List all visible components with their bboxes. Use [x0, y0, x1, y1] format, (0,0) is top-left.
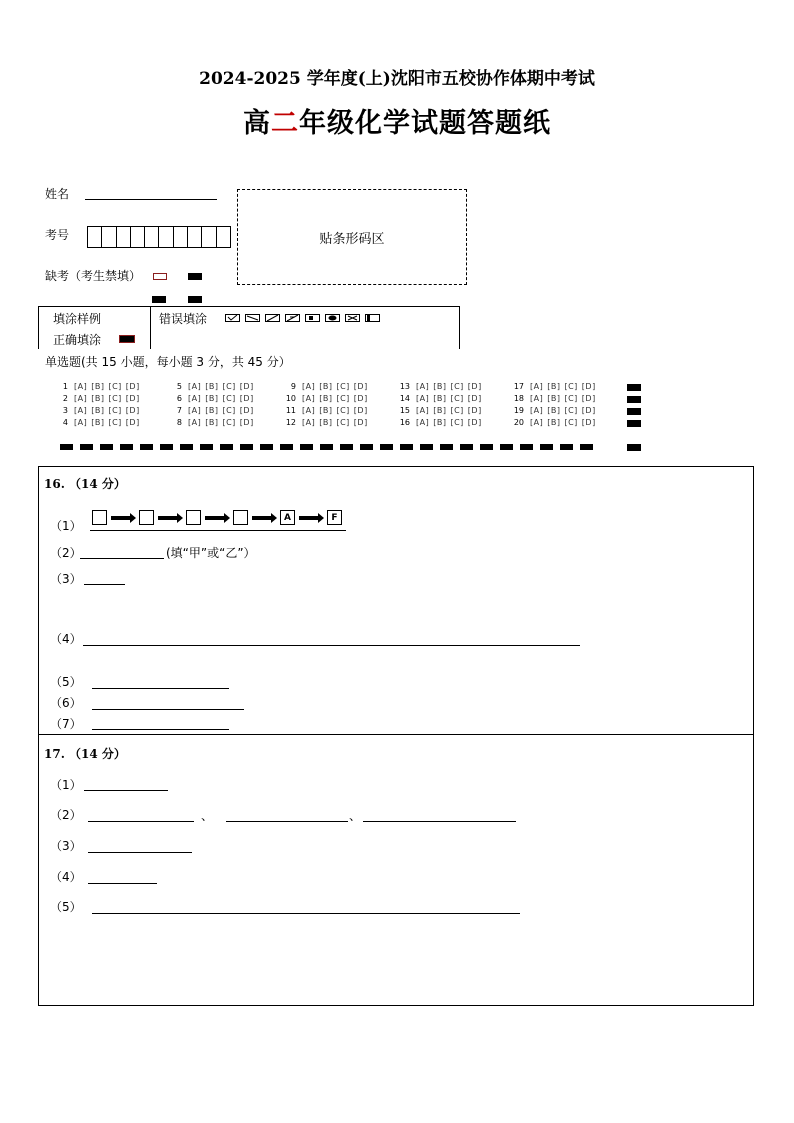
- flow-blank-box[interactable]: [186, 510, 201, 525]
- q16-part7-label: （7）: [50, 717, 82, 731]
- exam-number-cell[interactable]: [145, 227, 159, 247]
- mc-option-bubble[interactable]: [D]: [581, 418, 596, 427]
- mc-question-number: 10: [285, 394, 296, 403]
- mc-question-row[interactable]: [398, 382, 486, 391]
- q17-part4-answer[interactable]: [88, 869, 157, 884]
- timing-dash: [580, 444, 593, 450]
- mc-option-bubble[interactable]: [C]: [336, 406, 350, 415]
- mc-option-bubble[interactable]: [C]: [108, 418, 122, 427]
- mc-option-bubble[interactable]: [D]: [125, 406, 140, 415]
- mc-question-row[interactable]: [56, 394, 144, 403]
- mc-option-bubble[interactable]: [D]: [239, 418, 254, 427]
- mc-option-bubble[interactable]: [D]: [467, 382, 482, 391]
- mc-option-bubble[interactable]: [D]: [353, 394, 368, 403]
- mc-option-bubble[interactable]: [A]: [302, 406, 316, 415]
- mc-option-bubble[interactable]: [A]: [416, 418, 430, 427]
- mc-option-bubble[interactable]: [D]: [239, 382, 254, 391]
- timing-dash: [240, 444, 253, 450]
- timing-dash: [560, 444, 573, 450]
- q17-part2-answer-3[interactable]: [363, 807, 516, 822]
- timing-mark: [627, 444, 641, 451]
- q17-separator-1: 、: [201, 809, 214, 823]
- mc-option-bubble[interactable]: [B]: [319, 406, 333, 415]
- mc-option-bubble[interactable]: [B]: [91, 382, 105, 391]
- mc-question-row[interactable]: [284, 382, 372, 391]
- mc-option-bubble[interactable]: [C]: [450, 418, 464, 427]
- mc-question-row[interactable]: [56, 406, 144, 415]
- mc-question-row[interactable]: [170, 406, 258, 415]
- q17-part2-answer-1[interactable]: [88, 807, 194, 822]
- q16-part1-label: （1）: [50, 519, 82, 533]
- mc-option-bubble[interactable]: [A]: [74, 382, 88, 391]
- mc-option-bubble[interactable]: [A]: [302, 418, 316, 427]
- mc-option-bubble[interactable]: [B]: [205, 418, 219, 427]
- q17-part5-label: （5）: [50, 900, 82, 914]
- wrong-backslash-icon: [265, 314, 280, 322]
- exam-number-cell[interactable]: [159, 227, 173, 247]
- q16-heading: 16. （14 分）: [44, 477, 126, 491]
- mc-option-bubble[interactable]: [B]: [319, 394, 333, 403]
- q17-part5-answer[interactable]: [92, 899, 520, 914]
- mc-option-bubble[interactable]: [C]: [108, 382, 122, 391]
- exam-number-cell[interactable]: [202, 227, 216, 247]
- mc-option-bubble[interactable]: [D]: [581, 394, 596, 403]
- mc-question-row[interactable]: [170, 394, 258, 403]
- wrong-circle-icon: [325, 314, 340, 322]
- name-label: 姓名: [45, 187, 70, 201]
- q16-part6-answer[interactable]: [92, 695, 244, 710]
- mc-option-bubble[interactable]: [D]: [125, 418, 140, 427]
- mc-question-number: 13: [399, 382, 410, 391]
- timing-mark: [627, 396, 641, 403]
- mc-option-bubble[interactable]: [C]: [564, 418, 578, 427]
- mc-option-bubble[interactable]: [A]: [530, 382, 544, 391]
- timing-dash: [200, 444, 213, 450]
- q16-part2-hint: (填“甲”或“乙”）: [166, 546, 256, 560]
- mc-option-bubble[interactable]: [A]: [530, 406, 544, 415]
- mc-option-bubble[interactable]: [B]: [547, 406, 561, 415]
- wrong-fill-examples: [225, 314, 380, 322]
- exam-number-cell[interactable]: [131, 227, 145, 247]
- mc-option-bubble[interactable]: [C]: [564, 406, 578, 415]
- mc-question-number: 20: [513, 418, 524, 427]
- q16-flow-diagram[interactable]: [92, 510, 342, 525]
- q16-part2-label: （2）: [50, 546, 82, 560]
- title-part-1: 高: [243, 108, 271, 139]
- mc-option-bubble[interactable]: [C]: [336, 382, 350, 391]
- mc-option-bubble[interactable]: [D]: [125, 394, 140, 403]
- exam-number-grid[interactable]: [87, 226, 231, 248]
- timing-dash: [140, 444, 153, 450]
- mc-option-bubble[interactable]: [D]: [125, 382, 140, 391]
- q16-part7-answer[interactable]: [92, 715, 229, 730]
- timing-dash: [540, 444, 553, 450]
- correct-fill-label: 正确填涂: [53, 333, 102, 347]
- arrow-icon: [299, 516, 319, 520]
- mc-question-number: 6: [176, 394, 182, 403]
- flow-blank-box[interactable]: [92, 510, 107, 525]
- mc-question-row[interactable]: [170, 418, 258, 427]
- mc-option-bubble[interactable]: [D]: [353, 418, 368, 427]
- wrong-x-icon: [345, 314, 360, 322]
- wrong-half-icon: [365, 314, 380, 322]
- answer-sheet-title: [0, 101, 794, 140]
- q16-part6-label: （6）: [50, 696, 82, 710]
- timing-mark: [188, 273, 202, 280]
- timing-dash: [260, 444, 273, 450]
- flow-blank-box[interactable]: [139, 510, 154, 525]
- timing-dash: [380, 444, 393, 450]
- timing-dash: [520, 444, 533, 450]
- q16-part3-label: （3）: [50, 572, 82, 586]
- q17-part1-answer[interactable]: [84, 776, 168, 791]
- mc-option-bubble[interactable]: [A]: [416, 406, 430, 415]
- sample-divider: [150, 307, 151, 349]
- q17-part3-label: （3）: [50, 839, 82, 853]
- mc-question-row[interactable]: [512, 382, 600, 391]
- mc-question-row[interactable]: [284, 394, 372, 403]
- mc-question-row[interactable]: [398, 406, 486, 415]
- mc-option-bubble[interactable]: [D]: [239, 406, 254, 415]
- q17-part2-label: （2）: [50, 808, 82, 822]
- mc-option-bubble[interactable]: [D]: [239, 394, 254, 403]
- mc-option-bubble[interactable]: [A]: [74, 394, 88, 403]
- mc-option-bubble[interactable]: [A]: [530, 394, 544, 403]
- mc-option-bubble[interactable]: [D]: [581, 382, 596, 391]
- timing-mark: [627, 420, 641, 427]
- mc-option-bubble[interactable]: [A]: [302, 382, 316, 391]
- mc-question-number: 14: [399, 394, 410, 403]
- mc-option-bubble[interactable]: [A]: [188, 406, 202, 415]
- fill-sample-box: [38, 306, 460, 349]
- timing-dash: [60, 444, 73, 450]
- mc-question-row[interactable]: [284, 418, 372, 427]
- mc-option-bubble[interactable]: [A]: [188, 394, 202, 403]
- q17-part4-label: （4）: [50, 870, 82, 884]
- mc-option-bubble[interactable]: [B]: [433, 406, 447, 415]
- mc-option-bubble[interactable]: [B]: [547, 382, 561, 391]
- mc-option-bubble[interactable]: [B]: [91, 418, 105, 427]
- q17-part1-label: （1）: [50, 778, 82, 792]
- arrow-icon: [252, 516, 272, 520]
- mc-question-number: 7: [176, 406, 182, 415]
- mc-question-number: 2: [62, 394, 68, 403]
- mc-option-bubble[interactable]: [C]: [222, 406, 236, 415]
- mc-option-bubble[interactable]: [C]: [450, 406, 464, 415]
- mc-question-row[interactable]: [170, 382, 258, 391]
- mc-question-row[interactable]: [512, 406, 600, 415]
- wrong-cross-icon: [285, 314, 300, 322]
- mc-option-bubble[interactable]: [C]: [336, 418, 350, 427]
- mc-option-bubble[interactable]: [B]: [319, 382, 333, 391]
- mc-option-bubble[interactable]: [C]: [108, 406, 122, 415]
- q16-part5-label: （5）: [50, 675, 82, 689]
- mc-option-bubble[interactable]: [C]: [564, 394, 578, 403]
- q17-part2-answer-2[interactable]: [226, 807, 348, 822]
- arrow-icon: [205, 516, 225, 520]
- mc-question-number: 17: [513, 382, 524, 391]
- absent-checkbox[interactable]: [153, 273, 167, 280]
- timing-mark: [188, 296, 202, 303]
- barcode-label: 贴条形码区: [319, 231, 385, 247]
- timing-dash: [420, 444, 433, 450]
- q17-part3-answer[interactable]: [88, 838, 192, 853]
- absent-label: 缺考（考生禁填）: [45, 269, 142, 283]
- timing-dash: [280, 444, 293, 450]
- q16-part3-answer[interactable]: [84, 570, 125, 585]
- timing-dash: [500, 444, 513, 450]
- mc-option-bubble[interactable]: [D]: [467, 406, 482, 415]
- mc-option-bubble[interactable]: [A]: [416, 382, 430, 391]
- correct-fill-example: [119, 335, 135, 343]
- mc-question-row[interactable]: [512, 418, 600, 427]
- mc-option-bubble[interactable]: [D]: [467, 418, 482, 427]
- arrow-icon: [111, 516, 131, 520]
- mc-option-bubble[interactable]: [B]: [205, 406, 219, 415]
- timing-dash: [400, 444, 413, 450]
- timing-dash: [220, 444, 233, 450]
- timing-dash: [460, 444, 473, 450]
- mc-option-bubble[interactable]: [B]: [205, 382, 219, 391]
- wrong-slash-icon: [245, 314, 260, 322]
- mc-option-bubble[interactable]: [B]: [319, 418, 333, 427]
- mc-question-row[interactable]: [512, 394, 600, 403]
- timing-dash: [320, 444, 333, 450]
- mc-heading: 单选题(共 15 小题，每小题 3 分，共 45 分）: [45, 355, 291, 369]
- mc-question-number: 5: [176, 382, 182, 391]
- arrow-icon: [158, 516, 178, 520]
- timing-strip: [60, 444, 593, 450]
- exam-number-cell[interactable]: [217, 227, 230, 247]
- timing-mark: [627, 408, 641, 415]
- q16-part1-underline: [90, 530, 346, 531]
- exam-number-cell[interactable]: [88, 227, 102, 247]
- timing-dash: [340, 444, 353, 450]
- mc-question-number: 19: [513, 406, 524, 415]
- wrong-dot-icon: [305, 314, 320, 322]
- mc-option-bubble[interactable]: [A]: [530, 418, 544, 427]
- exam-number-cell[interactable]: [188, 227, 202, 247]
- mc-option-bubble[interactable]: [A]: [416, 394, 430, 403]
- mc-option-bubble[interactable]: [C]: [108, 394, 122, 403]
- mc-question-row[interactable]: [398, 418, 486, 427]
- q16-part2-answer[interactable]: [80, 544, 164, 559]
- mc-question-number: 9: [290, 382, 296, 391]
- mc-option-bubble[interactable]: [C]: [450, 382, 464, 391]
- mc-option-bubble[interactable]: [C]: [222, 418, 236, 427]
- mc-question-row[interactable]: [56, 418, 144, 427]
- timing-dash: [120, 444, 133, 450]
- mc-option-bubble[interactable]: [B]: [433, 382, 447, 391]
- mc-option-bubble[interactable]: [D]: [581, 406, 596, 415]
- timing-dash: [360, 444, 373, 450]
- exam-title: 2024-2025 学年度(上)沈阳市五校协作体期中考试: [199, 69, 595, 89]
- mc-option-bubble[interactable]: [A]: [74, 418, 88, 427]
- mc-option-bubble[interactable]: [B]: [433, 394, 447, 403]
- mc-question-number: 15: [399, 406, 410, 415]
- timing-dash: [100, 444, 113, 450]
- q17-heading: 17. （14 分）: [44, 747, 126, 761]
- mc-question-number: 8: [176, 418, 182, 427]
- name-field[interactable]: [85, 185, 217, 200]
- timing-dash: [160, 444, 173, 450]
- flow-box-a: A: [280, 510, 295, 525]
- mc-option-bubble[interactable]: [B]: [205, 394, 219, 403]
- mc-option-bubble[interactable]: [A]: [188, 382, 202, 391]
- mc-question-number: 4: [62, 418, 68, 427]
- exam-number-cell[interactable]: [174, 227, 188, 247]
- mc-option-bubble[interactable]: [D]: [467, 394, 482, 403]
- timing-dash: [480, 444, 493, 450]
- q16-part4-answer[interactable]: [83, 631, 580, 646]
- mc-option-bubble[interactable]: [C]: [564, 382, 578, 391]
- mc-option-bubble[interactable]: [C]: [450, 394, 464, 403]
- q17-separator-2: 、: [349, 809, 362, 823]
- timing-dash: [80, 444, 93, 450]
- mc-option-bubble[interactable]: [B]: [433, 418, 447, 427]
- mc-option-bubble[interactable]: [C]: [336, 394, 350, 403]
- wrong-check-icon: [225, 314, 240, 322]
- barcode-area: [237, 189, 467, 285]
- wrong-fill-label: 错误填涂: [159, 312, 208, 326]
- timing-mark: [627, 384, 641, 391]
- mc-option-bubble[interactable]: [C]: [222, 382, 236, 391]
- mc-option-bubble[interactable]: [A]: [74, 406, 88, 415]
- mc-question-row[interactable]: [284, 406, 372, 415]
- title-part-2: 年级化学试题答题纸: [299, 108, 551, 139]
- mc-question-number: 1: [62, 382, 68, 391]
- mc-option-bubble[interactable]: [D]: [353, 382, 368, 391]
- mc-option-bubble[interactable]: [B]: [91, 406, 105, 415]
- exam-number-cell[interactable]: [117, 227, 131, 247]
- mc-question-number: 16: [399, 418, 410, 427]
- mc-option-bubble[interactable]: [A]: [302, 394, 316, 403]
- timing-dash: [440, 444, 453, 450]
- mc-option-bubble[interactable]: [A]: [188, 418, 202, 427]
- q16-part4-label: （4）: [50, 632, 82, 646]
- mc-option-bubble[interactable]: [B]: [547, 418, 561, 427]
- title-grade-red: 二: [271, 108, 299, 139]
- timing-mark: [152, 296, 166, 303]
- timing-dash: [300, 444, 313, 450]
- timing-dash: [180, 444, 193, 450]
- flow-blank-box[interactable]: [233, 510, 248, 525]
- mc-question-number: 12: [285, 418, 296, 427]
- mc-option-bubble[interactable]: [D]: [353, 406, 368, 415]
- flow-box-f: F: [327, 510, 342, 525]
- mc-question-number: 11: [285, 406, 296, 415]
- mc-option-bubble[interactable]: [C]: [222, 394, 236, 403]
- exam-number-label: 考号: [45, 228, 70, 242]
- fill-sample-label: 填涂样例: [53, 312, 102, 326]
- mc-question-row[interactable]: [56, 382, 144, 391]
- mc-option-bubble[interactable]: [B]: [547, 394, 561, 403]
- exam-number-cell[interactable]: [102, 227, 116, 247]
- q16-part5-answer[interactable]: [92, 674, 229, 689]
- mc-question-row[interactable]: [398, 394, 486, 403]
- mc-question-number: 18: [513, 394, 524, 403]
- mc-option-bubble[interactable]: [B]: [91, 394, 105, 403]
- mc-question-number: 3: [62, 406, 68, 415]
